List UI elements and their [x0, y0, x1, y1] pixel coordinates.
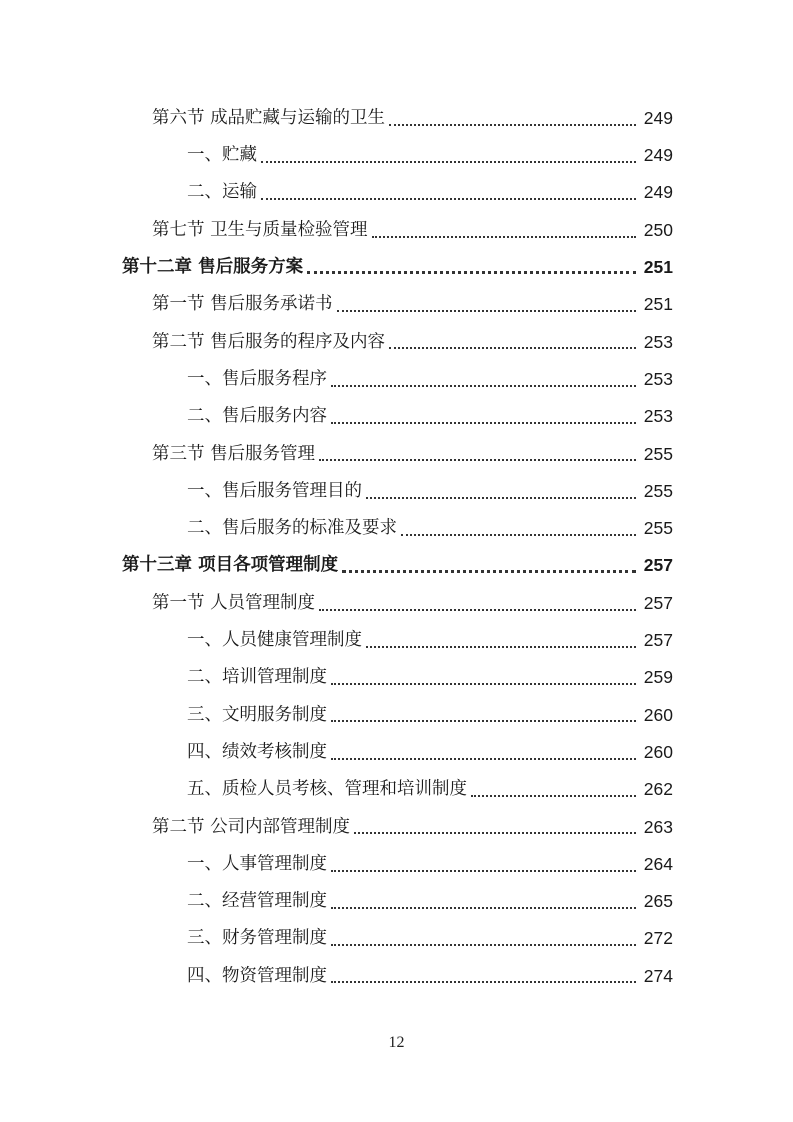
toc-entry-title: 一、贮藏: [187, 145, 257, 166]
dot-leader: [354, 832, 636, 834]
toc-entry-page-number: 265: [643, 891, 673, 912]
page-number: 12: [388, 1034, 405, 1051]
dot-leader: [331, 870, 636, 872]
dot-leader: [331, 907, 636, 909]
toc-subsection-entry[interactable]: [0, 361, 793, 398]
dot-leader: [319, 609, 636, 611]
dot-leader: [331, 981, 636, 983]
toc-entry-page-number: 255: [643, 518, 673, 539]
toc-entry-title: 五、质检人员考核、管理和培训制度: [187, 779, 467, 800]
toc-subsection-entry[interactable]: [0, 622, 793, 659]
toc-section-entry[interactable]: [0, 436, 793, 473]
toc-entry-page-number: 255: [643, 480, 673, 501]
dot-leader: [366, 646, 636, 648]
toc-section-entry[interactable]: [0, 324, 793, 361]
dot-leader: [261, 161, 636, 163]
toc-entry-page-number: 257: [643, 592, 673, 613]
toc-entry-title: 三、财务管理制度: [187, 928, 327, 949]
toc-entry-page-number: 263: [643, 816, 673, 837]
toc-entry-title: 第二节 售后服务的程序及内容: [152, 331, 386, 352]
dot-leader: [331, 944, 636, 946]
dot-leader: [331, 758, 636, 760]
toc-chapter-entry[interactable]: [0, 548, 793, 585]
toc-entry-title: 二、经营管理制度: [187, 891, 327, 912]
toc-subsection-entry[interactable]: [0, 921, 793, 958]
toc-entry-page-number: 249: [643, 107, 673, 128]
toc-subsection-entry[interactable]: [0, 846, 793, 883]
dot-leader: [389, 124, 636, 126]
toc-entry-title: 二、培训管理制度: [187, 667, 327, 688]
toc-subsection-entry[interactable]: [0, 137, 793, 174]
dot-leader: [471, 795, 636, 797]
toc-subsection-entry[interactable]: [0, 697, 793, 734]
toc-section-entry[interactable]: [0, 212, 793, 249]
toc-entry-page-number: 257: [643, 630, 673, 651]
dot-leader: [319, 459, 636, 461]
toc-entry-title: 二、运输: [187, 182, 257, 203]
toc-section-entry[interactable]: [0, 585, 793, 622]
toc-entry-title: 二、售后服务内容: [187, 406, 327, 427]
toc-entry-page-number: 257: [643, 555, 673, 576]
toc-entry-page-number: 251: [643, 257, 673, 278]
toc-entry-title: 第三节 售后服务管理: [152, 443, 316, 464]
toc-subsection-entry[interactable]: [0, 473, 793, 510]
dot-leader: [331, 385, 636, 387]
toc-entry-page-number: 253: [643, 331, 673, 352]
toc-entry-page-number: 249: [643, 182, 673, 203]
toc-entry-title: 第一节 人员管理制度: [152, 592, 316, 613]
toc-entry-title: 第一节 售后服务承诺书: [152, 294, 333, 315]
toc-entry-title: 第六节 成品贮藏与运输的卫生: [152, 107, 386, 128]
toc-section-entry[interactable]: [0, 809, 793, 846]
toc-entry-title: 一、售后服务程序: [187, 368, 327, 389]
toc-entry-title: 一、售后服务管理目的: [187, 480, 362, 501]
toc-subsection-entry[interactable]: [0, 958, 793, 995]
toc-entry-title: 一、人事管理制度: [187, 853, 327, 874]
toc-entry-page-number: 260: [643, 704, 673, 725]
toc-entry-page-number: 251: [643, 294, 673, 315]
toc-entry-page-number: 264: [643, 853, 673, 874]
toc-subsection-entry[interactable]: [0, 734, 793, 771]
dot-leader: [372, 236, 636, 238]
dot-leader: [366, 497, 636, 499]
toc-section-entry[interactable]: [0, 286, 793, 323]
toc-entry-page-number: 259: [643, 667, 673, 688]
toc-entry-page-number: 260: [643, 741, 673, 762]
toc-subsection-entry[interactable]: [0, 883, 793, 920]
toc-entry-title: 一、人员健康管理制度: [187, 630, 362, 651]
dot-leader: [337, 310, 636, 312]
dot-leader: [342, 570, 636, 573]
toc-entry-page-number: 250: [643, 219, 673, 240]
toc-subsection-entry[interactable]: [0, 175, 793, 212]
toc-entry-title: 第七节 卫生与质量检验管理: [152, 219, 368, 240]
dot-leader: [389, 347, 636, 349]
toc-entry-page-number: 255: [643, 443, 673, 464]
dot-leader: [331, 683, 636, 685]
toc-entry-title: 三、文明服务制度: [187, 704, 327, 725]
toc-entry-page-number: 253: [643, 368, 673, 389]
toc-subsection-entry[interactable]: [0, 398, 793, 435]
toc-entry-page-number: 249: [643, 145, 673, 166]
toc-chapter-entry[interactable]: [0, 249, 793, 286]
dot-leader: [401, 534, 636, 536]
toc-entry-page-number: 253: [643, 406, 673, 427]
dot-leader: [307, 271, 636, 274]
toc-entry-title: 四、绩效考核制度: [187, 741, 327, 762]
toc-entry-title: 第十二章 售后服务方案: [122, 257, 304, 278]
dot-leader: [331, 720, 636, 722]
dot-leader: [261, 198, 636, 200]
toc-entry-page-number: 274: [643, 965, 673, 986]
toc-subsection-entry[interactable]: [0, 659, 793, 696]
toc-entry-title: 第十三章 项目各项管理制度: [122, 555, 339, 576]
toc-subsection-entry[interactable]: [0, 771, 793, 808]
toc-entry-page-number: 262: [643, 779, 673, 800]
toc-entry-title: 二、售后服务的标准及要求: [187, 518, 397, 539]
toc-entry-title: 四、物资管理制度: [187, 965, 327, 986]
dot-leader: [331, 422, 636, 424]
toc-section-entry[interactable]: [0, 100, 793, 137]
toc-entry-page-number: 272: [643, 928, 673, 949]
toc-entry-title: 第二节 公司内部管理制度: [152, 816, 351, 837]
toc-subsection-entry[interactable]: [0, 510, 793, 547]
table-of-contents: [0, 100, 793, 995]
